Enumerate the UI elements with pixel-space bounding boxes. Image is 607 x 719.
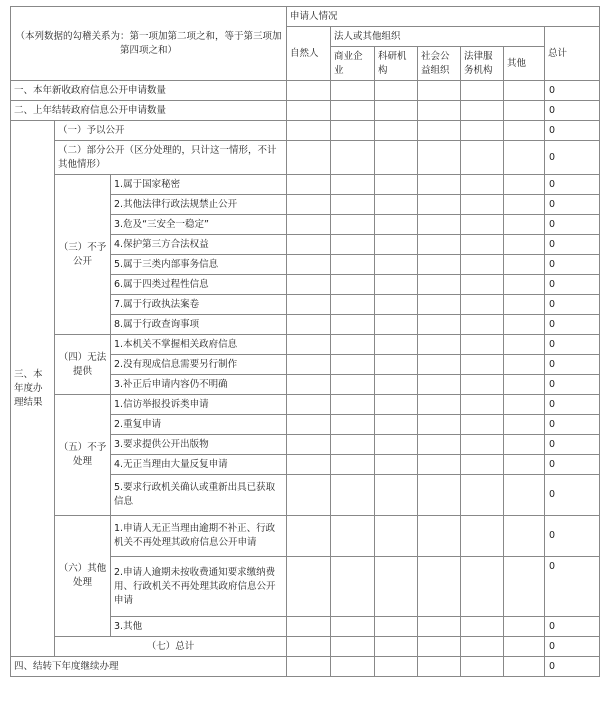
table-row: [11, 516, 600, 557]
row-label: 3.其他: [111, 617, 287, 637]
section-three-label: 三、本年度办理结果: [11, 121, 55, 657]
row-label: （一）予以公开: [55, 121, 287, 141]
row-label: 2.重复申请: [111, 415, 287, 435]
row-total: 0: [545, 637, 600, 657]
header-total: 总计: [545, 27, 600, 81]
row-total: 0: [545, 81, 600, 101]
header-research: 科研机构: [375, 47, 418, 81]
row-label: 3.要求提供公开出版物: [111, 435, 287, 455]
row-label: 二、上年结转政府信息公开申请数量: [11, 101, 287, 121]
row-label: 1.信访举报投诉类申请: [111, 395, 287, 415]
row-label: 3.补正后申请内容仍不明确: [111, 375, 287, 395]
row-label: 5.属于三类内部事务信息: [111, 255, 287, 275]
subgroup-label: （五）不予处理: [55, 395, 111, 516]
row-total: 0: [545, 215, 600, 235]
row-label: 5.要求行政机关确认或重新出具已获取信息: [111, 475, 287, 516]
row-label: 2.没有现成信息需要另行制作: [111, 355, 287, 375]
row-total: 0: [545, 175, 600, 195]
row-label: 一、本年新收政府信息公开申请数量: [11, 81, 287, 101]
row-total: 0: [545, 657, 600, 677]
row-total: 0: [545, 375, 600, 395]
header-other: 其他: [504, 47, 545, 81]
row-total: 0: [545, 475, 600, 516]
subgroup-label: （四）无法提供: [55, 335, 111, 395]
row-total: 0: [545, 557, 600, 617]
header-social: 社会公益组织: [418, 47, 461, 81]
subgroup-label: （三）不予公开: [55, 175, 111, 335]
table-row: [11, 81, 600, 101]
header-business: 商业企业: [331, 47, 375, 81]
row-total: 0: [545, 617, 600, 637]
row-total: 0: [545, 235, 600, 255]
table-row: [11, 335, 600, 355]
table-row: [11, 637, 600, 657]
row-total: 0: [545, 195, 600, 215]
table-row: [11, 657, 600, 677]
table-row: [11, 395, 600, 415]
table-row: [11, 121, 600, 141]
row-label: 3.危及“三安全一稳定”: [111, 215, 287, 235]
row-label: 4.保护第三方合法权益: [111, 235, 287, 255]
row-label: （七）总计: [55, 637, 287, 657]
row-total: 0: [545, 255, 600, 275]
table-row: [11, 101, 600, 121]
table-row: [11, 141, 600, 175]
row-total: 0: [545, 516, 600, 557]
row-total: 0: [545, 415, 600, 435]
row-label: 8.属于行政查询事项: [111, 315, 287, 335]
row-total: 0: [545, 315, 600, 335]
table-row: [11, 175, 600, 195]
row-total: 0: [545, 121, 600, 141]
row-label: 四、结转下年度继续办理: [11, 657, 287, 677]
header-note: （本列数据的勾稽关系为：第一项加第二项之和，等于第三项加第四项之和）: [11, 7, 287, 81]
row-label: 2.其他法律行政法规禁止公开: [111, 195, 287, 215]
header-legal-org: 法人或其他组织: [331, 27, 545, 47]
row-label: 7.属于行政执法案卷: [111, 295, 287, 315]
header-natural-person: 自然人: [287, 27, 331, 81]
row-label: 1.属于国家秘密: [111, 175, 287, 195]
row-label: 1.本机关不掌握相关政府信息: [111, 335, 287, 355]
row-label: 2.申请人逾期未按收费通知要求缴纳费用、行政机关不再处理其政府信息公开申请: [111, 557, 287, 617]
row-total: 0: [545, 395, 600, 415]
row-total: 0: [545, 275, 600, 295]
row-total: 0: [545, 295, 600, 315]
row-total: 0: [545, 141, 600, 175]
row-total: 0: [545, 101, 600, 121]
row-total: 0: [545, 435, 600, 455]
row-total: 0: [545, 335, 600, 355]
subgroup-label: （六）其他处理: [55, 516, 111, 637]
header-applicant-info: 申请人情况: [287, 7, 600, 27]
row-label: 1.申请人无正当理由逾期不补正、行政机关不再处理其政府信息公开申请: [111, 516, 287, 557]
header-legal-service: 法律服务机构: [461, 47, 504, 81]
disclosure-stats-table: [10, 6, 600, 677]
row-label: 6.属于四类过程性信息: [111, 275, 287, 295]
row-total: 0: [545, 355, 600, 375]
row-label: （二）部分公开（区分处理的，只计这一情形，不计其他情形）: [55, 141, 287, 175]
row-label: 4.无正当理由大量反复申请: [111, 455, 287, 475]
row-total: 0: [545, 455, 600, 475]
